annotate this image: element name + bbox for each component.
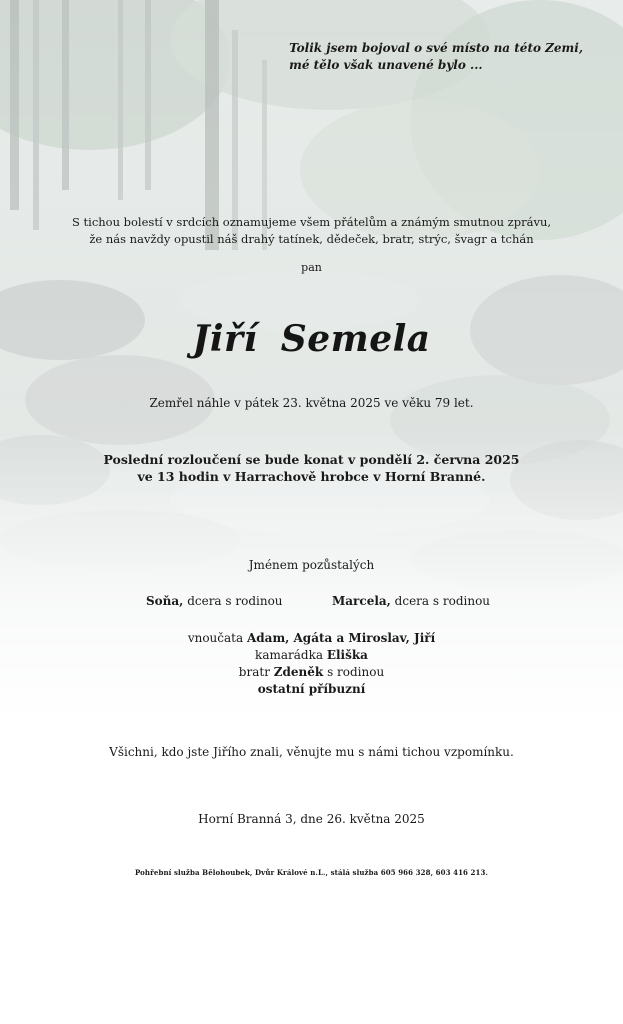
- friend-name: Eliška: [326, 648, 368, 662]
- deceased-name: Jiří Semela: [192, 318, 431, 360]
- announcement: [0, 214, 623, 248]
- motto-verse: [289, 40, 583, 74]
- farewell-line-1: Poslední rozloučení se bude konat v pondělí 2. června 2025: [103, 452, 520, 467]
- relatives-list: [0, 630, 623, 698]
- announcement-line-2: že nás navždy opustil náš drahý tatínek, dědeček, bratr, strýc, švagr a tchán: [89, 232, 534, 246]
- daughter-1-role: dcera s rodinou: [187, 594, 283, 608]
- other-relatives-line: [0, 681, 623, 698]
- brother-suffix: s rodinou: [327, 665, 385, 679]
- death-notice: Zemřel náhle v pátek 23. května 2025 ve věku 79 let.: [149, 396, 474, 410]
- grandchildren-label: vnoučata: [187, 631, 244, 645]
- daughter-1-name: Soňa,: [146, 594, 184, 608]
- brother-name: Zdeněk: [273, 665, 324, 679]
- grandchildren-names: Adam, Agáta a Miroslav, Jiří: [246, 631, 436, 645]
- honorific: pan: [301, 261, 322, 274]
- daughter-2-name: Marcela,: [332, 594, 391, 608]
- brother-label: bratr: [238, 665, 270, 679]
- motto-line-2: mé tělo však unavené bylo ...: [289, 58, 483, 72]
- announcement-line-1: S tichou bolestí v srdcích oznamujeme všem přátelům a známým smutnou zprávu,: [71, 215, 552, 229]
- closing-remembrance: Všichni, kdo jste Jiřího znali, věnujte mu s námi tichou vzpomínku.: [109, 745, 514, 759]
- friend-line: [0, 647, 623, 664]
- friend-label: kamarádka: [255, 648, 324, 662]
- brother-line: [0, 664, 623, 681]
- farewell-line-2: ve 13 hodin v Harrachově hrobce v Horní Branné.: [137, 469, 486, 484]
- grandchildren-line: [0, 630, 623, 647]
- funeral-service-info: Pohřební služba Bělohoubek, Dvůr Králové n.L., stálá služba 605 966 328, 603 416 213.: [134, 868, 488, 877]
- farewell-announcement: [0, 451, 623, 485]
- place-and-date: Horní Branná 3, dne 26. května 2025: [198, 812, 425, 826]
- daughter-2: [332, 594, 490, 608]
- motto-line-1: Tolik jsem bojoval o své místo na této Zemi,: [289, 41, 583, 55]
- on-behalf-of-bereaved: Jménem pozůstalých: [248, 558, 375, 572]
- other-relatives: ostatní příbuzní: [257, 682, 366, 696]
- daughter-2-role: dcera s rodinou: [394, 594, 491, 608]
- daughter-1: [146, 594, 283, 608]
